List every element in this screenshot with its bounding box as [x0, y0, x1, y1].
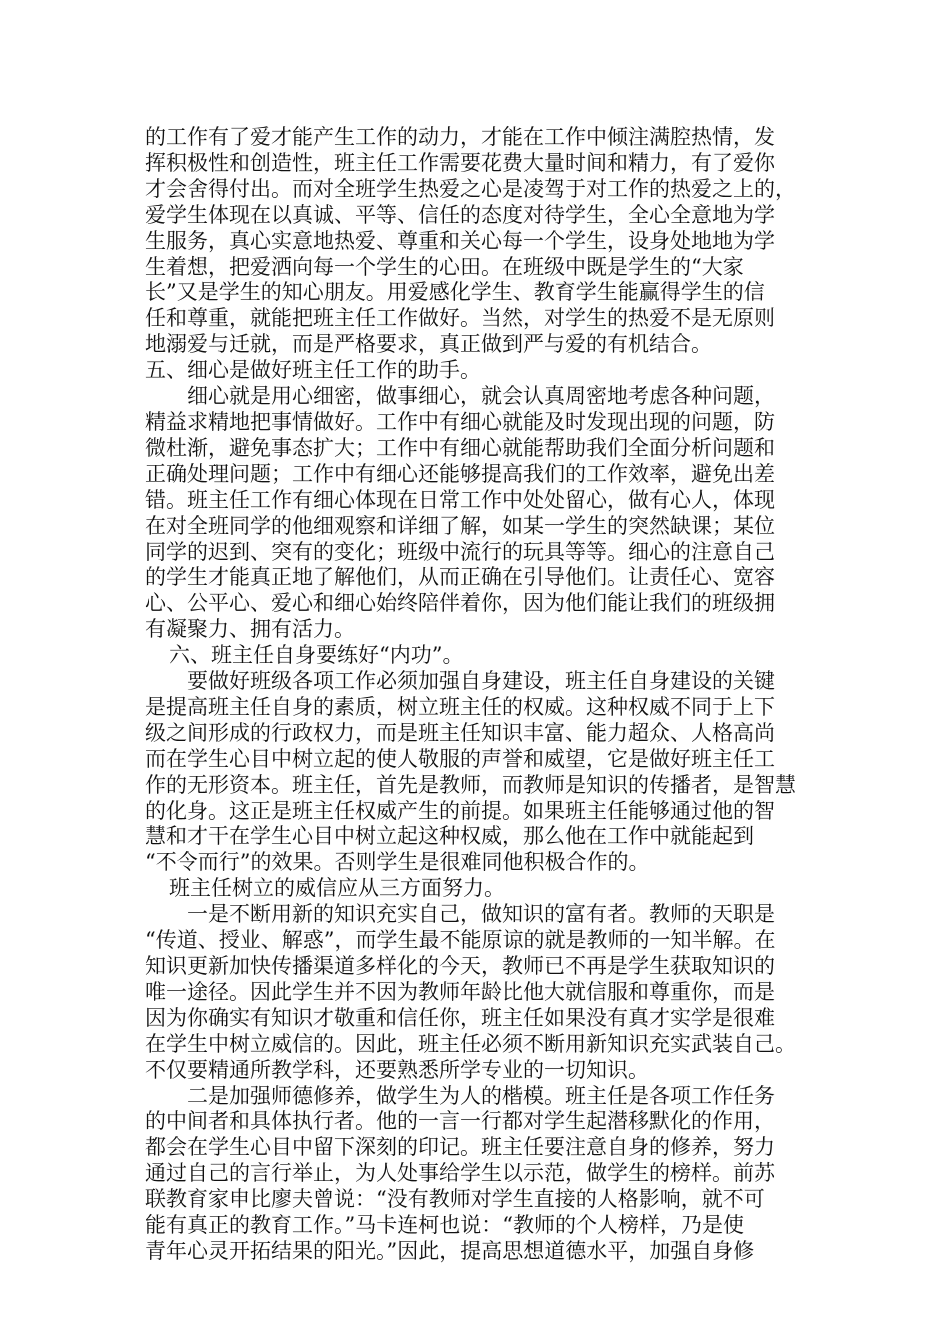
- text-line: “传道、授业、解惑”，而学生最不能原谅的就是教师的一知半解。在: [145, 928, 776, 953]
- text-line: 一是不断用新的知识充实自己，做知识的富有者。教师的天职是: [187, 902, 775, 927]
- text-line: 因为你确实有知识才敬重和信任你，班主任如果没有真才实学是很难: [145, 1005, 775, 1030]
- text-line: 的化身。这正是班主任权威产生的前提。如果班主任能够通过他的智: [145, 798, 775, 823]
- text-line: 是提高班主任自身的素质，树立班主任的权威。这种权威不同于上下: [145, 694, 775, 719]
- text-line: 生着想，把爱洒向每一个学生的心田。在班级中既是学生的“大家: [145, 254, 744, 279]
- text-line: 都会在学生心目中留下深刻的印记。班主任要注意自身的修养，努力: [145, 1135, 775, 1160]
- text-line: 联教育家申比廖夫曾说：“没有教师对学生直接的人格影响，就不可: [145, 1187, 765, 1212]
- text-line: 的中间者和具体执行者。他的一言一行都对学生起潜移默化的作用，: [145, 1109, 775, 1134]
- text-line: 通过自己的言行举止，为人处事给学生以示范，做学生的榜样。前苏: [145, 1161, 775, 1186]
- text-line: 要做好班级各项工作必须加强自身建设，班主任自身建设的关键: [187, 669, 775, 694]
- text-line: 能有真正的教育工作。”马卡连柯也说：“教师的个人榜样，乃是使: [145, 1213, 744, 1238]
- text-line: 青年心灵开拓结果的阳光。”因此，提高思想道德水平，加强自身修: [145, 1238, 755, 1263]
- text-line: 爱学生体现在以真诚、平等、信任的态度对待学生，全心全意地为学: [145, 202, 775, 227]
- text-line: 不仅要精通所教学科，还要熟悉所学专业的一切知识。: [145, 1057, 649, 1082]
- section-heading: 六、班主任自身要练好“内功”。: [169, 643, 464, 668]
- text-line: 的工作有了爱才能产生工作的动力，才能在工作中倾注满腔热情，发: [145, 125, 775, 149]
- text-line: 任和尊重，就能把班主任工作做好。当然，对学生的热爱不是无原则: [145, 306, 775, 331]
- text-line: 细心就是用心细密，做事细心，就会认真周密地考虑各种问题，: [187, 384, 775, 409]
- text-line: 在对全班同学的他细观察和详细了解，如某一学生的突然缺课；某位: [145, 513, 775, 538]
- text-line: 有凝聚力、拥有活力。: [145, 617, 355, 642]
- text-line: 知识更新加快传播渠道多样化的今天，教师已不再是学生获取知识的: [145, 954, 775, 978]
- text-line: 挥积极性和创造性，班主任工作需要花费大量时间和精力，有了爱你: [145, 150, 775, 175]
- text-line: 才会舍得付出。而对全班学生热爱之心是凌驾于对工作的热爱之上的，: [145, 176, 796, 201]
- text-line: 级之间形成的行政权力，而是班主任知识丰富、能力超众、人格高尚: [145, 720, 775, 745]
- text-line: 班主任树立的威信应从三方面努力。: [169, 876, 505, 901]
- body-text: [145, 125, 810, 1265]
- text-line: 二是加强师德修养，做学生为人的楷模。班主任是各项工作任务: [187, 1083, 775, 1108]
- section-heading: 五、细心是做好班主任工作的助手。: [145, 358, 481, 383]
- text-line: 在学生中树立威信的。因此，班主任必须不断用新知识充实武装自己。: [145, 1031, 796, 1056]
- text-line: 正确处理问题；工作中有细心还能够提高我们的工作效率，避免出差: [145, 461, 775, 486]
- text-line: 错。班主任工作有细心体现在日常工作中处处留心，做有心人，体现: [145, 487, 775, 512]
- text-line: 慧和才干在学生心目中树立起这种权威，那么他在工作中就能起到: [145, 824, 754, 849]
- text-line: 生服务，真心实意地热爱、尊重和关心每一个学生，设身处地地为学: [145, 228, 775, 253]
- text-line: 的学生才能真正地了解他们，从而正确在引导他们。让责任心、宽容: [145, 565, 775, 590]
- text-line: 长”又是学生的知心朋友。用爱感化学生、教育学生能赢得学生的信: [145, 280, 765, 305]
- text-line: 同学的迟到、突有的变化；班级中流行的玩具等等。细心的注意自己: [145, 539, 775, 564]
- text-line: 而在学生心目中树立起的使人敬服的声誉和威望，它是做好班主任工: [145, 746, 775, 771]
- text-line: “不令而行”的效果。否则学生是很难同他积极合作的。: [145, 850, 650, 875]
- text-line: 地溺爱与迁就，而是严格要求，真正做到严与爱的有机结合。: [145, 332, 712, 357]
- text-line: 心、公平心、爱心和细心始终陪伴着你，因为他们能让我们的班级拥: [145, 591, 775, 616]
- text-line: 精益求精地把事情做好。工作中有细心就能及时发现出现的问题，防: [145, 409, 775, 434]
- text-line: 作的无形资本。班主任，首先是教师，而教师是知识的传播者，是智慧: [145, 772, 796, 797]
- text-line: 唯一途径。因此学生并不因为教师年龄比他大就信服和尊重你，而是: [145, 979, 775, 1004]
- text-line: 微杜渐，避免事态扩大；工作中有细心就能帮助我们全面分析问题和: [145, 435, 775, 460]
